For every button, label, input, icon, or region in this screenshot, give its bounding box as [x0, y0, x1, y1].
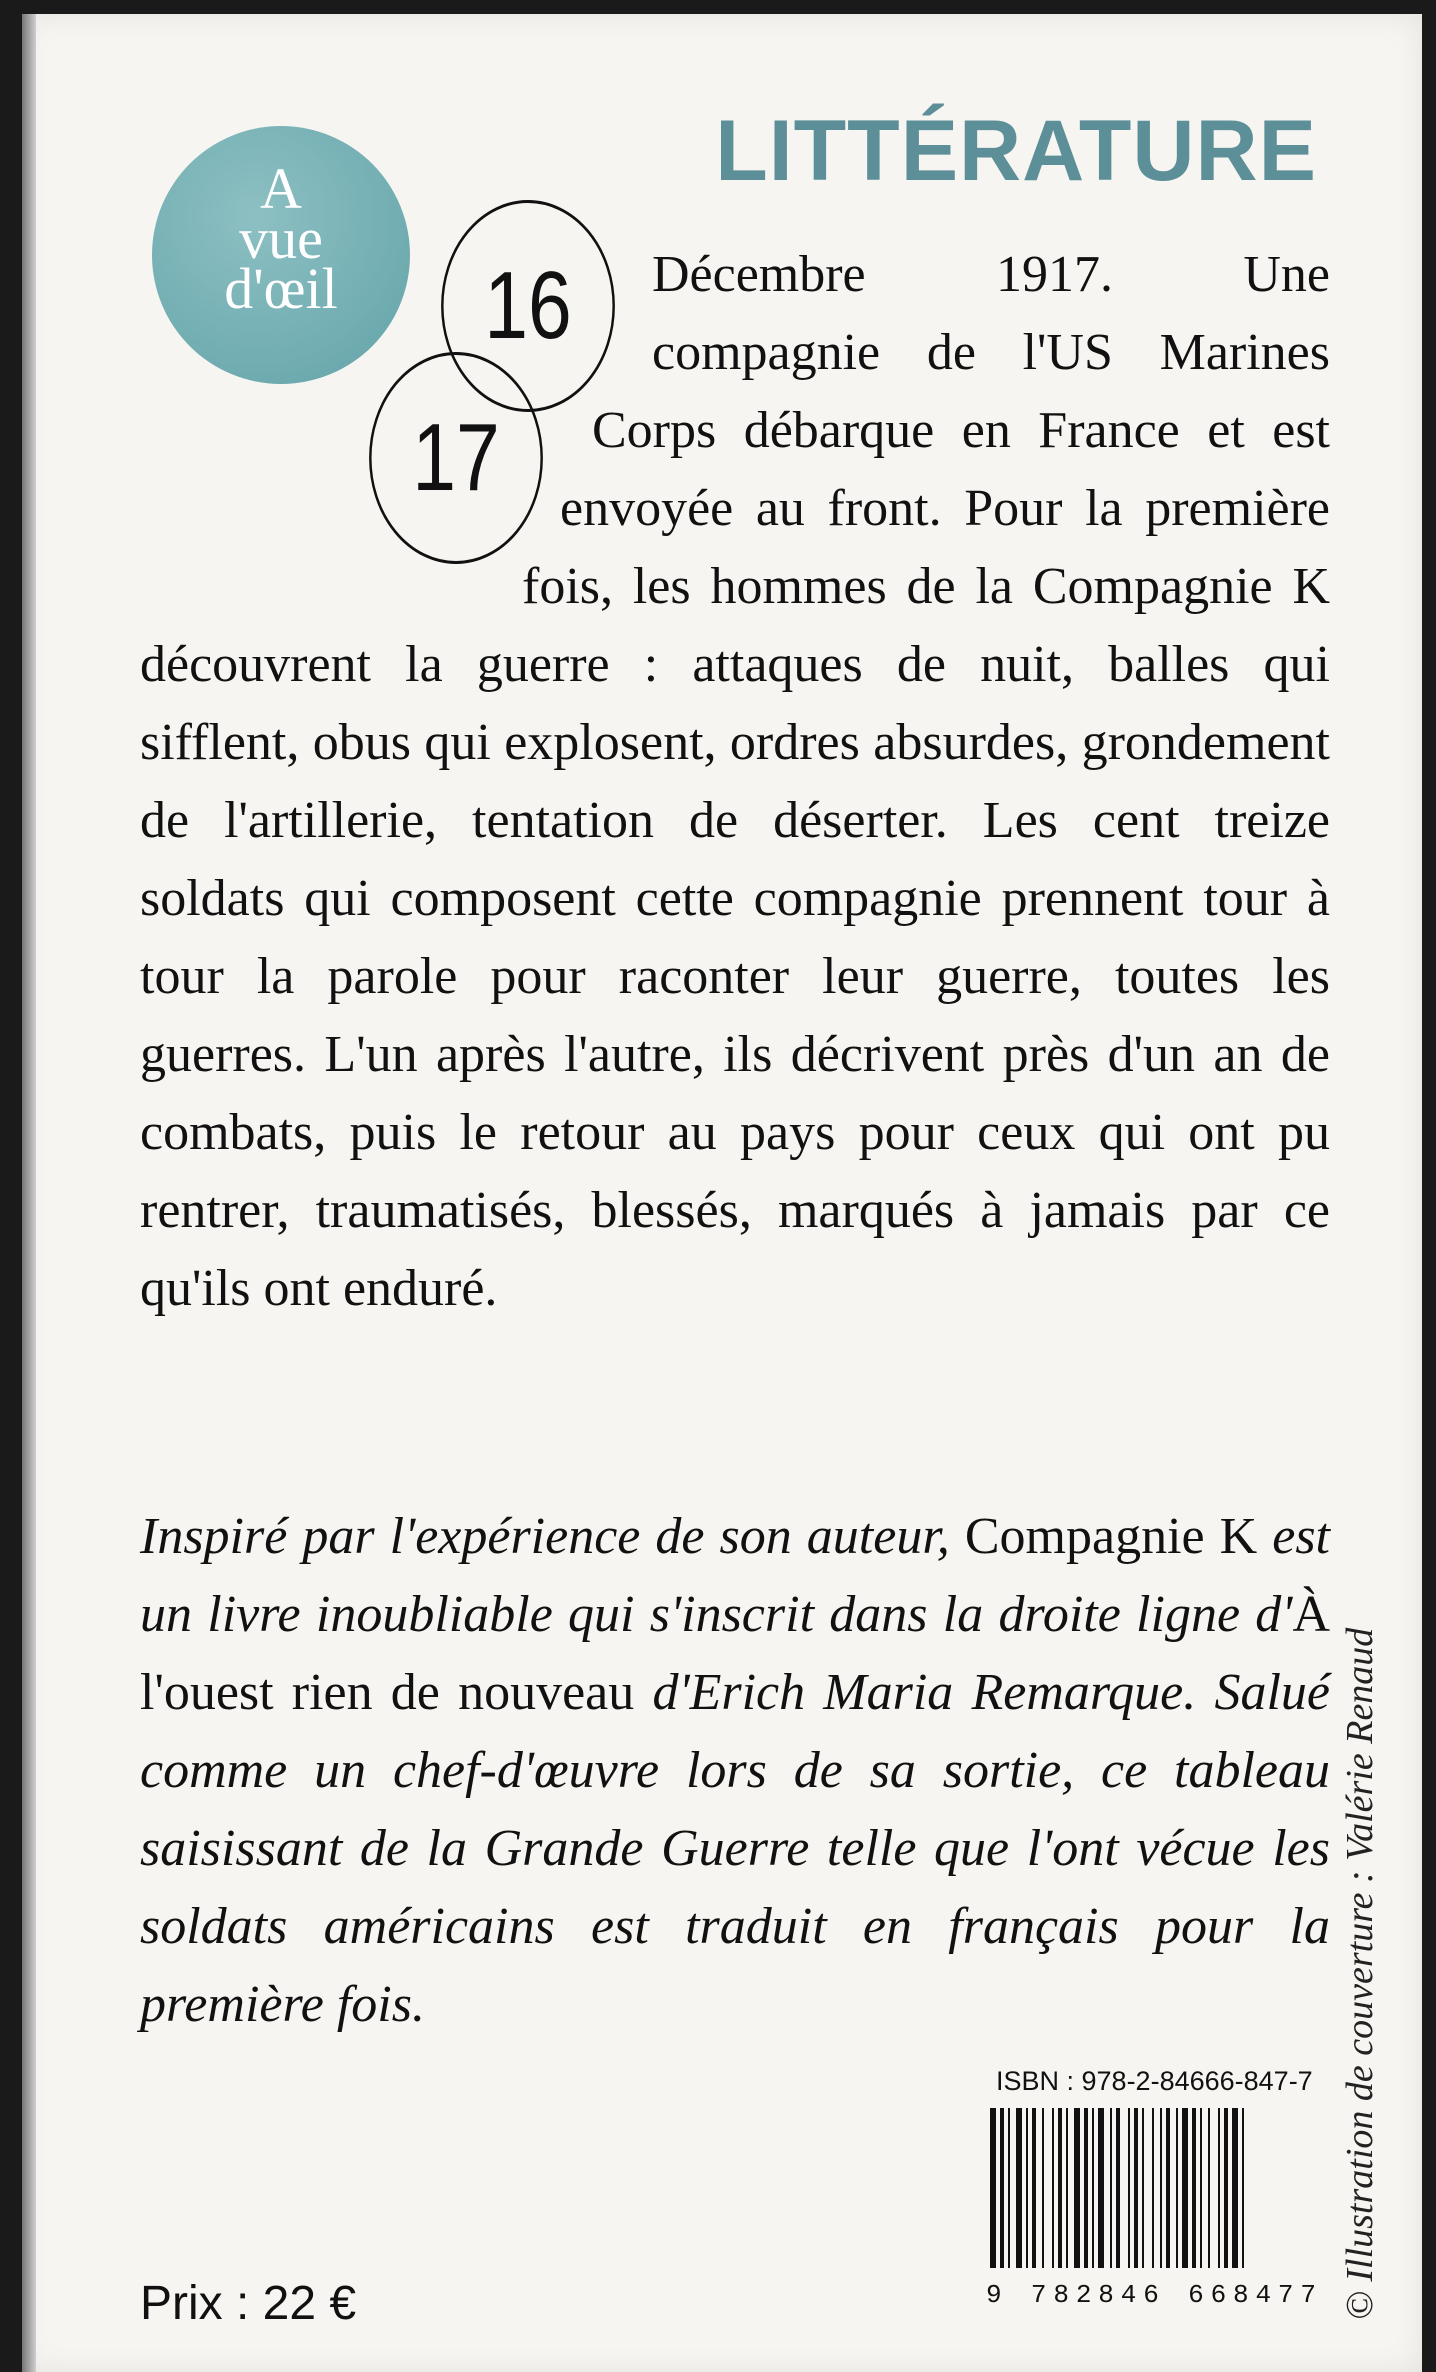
barcode-bar — [1016, 2108, 1022, 2268]
barcode-bar — [990, 2108, 996, 2268]
barcode — [986, 2106, 1326, 2306]
barcode-bar — [1116, 2108, 1120, 2268]
barcode-bar — [1208, 2108, 1210, 2268]
barcode-bar — [1084, 2108, 1088, 2268]
price-label: Prix : 22 € — [140, 2277, 357, 2330]
barcode-bar — [1058, 2108, 1062, 2268]
barcode-bar — [1232, 2108, 1238, 2268]
cover-illustration-credit — [1330, 1520, 1390, 2320]
barcode-bar — [1128, 2108, 1130, 2268]
credit-text: © Illustration de couverture : Valérie Renaud — [1339, 1627, 1381, 2320]
barcode-digits: 9 782846 668477 — [986, 2280, 1316, 2306]
summary-paragraph — [140, 236, 1330, 1328]
barcode-bar — [1142, 2108, 1144, 2268]
barcode-bar — [1176, 2108, 1178, 2268]
blurb-title-1: Compagnie K — [964, 1508, 1258, 1565]
barcode-bar — [1000, 2108, 1004, 2268]
circle-17-label: 17 — [412, 404, 500, 511]
barcode-bar — [1032, 2108, 1036, 2268]
barcode-bar — [1192, 2108, 1196, 2268]
badge-line-3: d'œil — [224, 256, 338, 321]
barcode-bar — [1042, 2108, 1044, 2268]
barcode-bar — [1152, 2108, 1154, 2268]
barcode-bar — [1008, 2108, 1010, 2268]
barcode-bar — [1074, 2108, 1080, 2268]
barcode-bar — [1160, 2108, 1162, 2268]
barcode-bar — [1200, 2108, 1202, 2268]
blurb-part-1: Inspiré par l'expérience de son auteur, — [140, 1508, 965, 1565]
barcode-bar — [1026, 2108, 1028, 2268]
summary-text: Décembre 1917. Une compagnie de l'US Marines Corps débarque en France et est envoyée au front. Pour la première fois, les hommes de la Compagnie K découvrent la guerre : attaques de nuit, balles qui sifflent, obus qui explosent, ordres absurdes, grondement de l'artillerie, tentation de déserter. Les cent treize soldats qui composent cette compagnie prennent tour à tour la parole pour raconter leur guerre, toutes les guerres. L'un après l'autre, ils décrivent près d'un an de combats, puis le retour au pays pour ceux qui ont pu rentrer, traumatisés, blessés, marqués à jamais par ce qu'ils ont enduré. — [140, 246, 1330, 1317]
barcode-bar — [1110, 2108, 1112, 2268]
category-heading: LITTÉRATURE — [715, 103, 1317, 199]
barcode-bar — [1224, 2108, 1228, 2268]
isbn-label: ISBN : 978-2-84666-847-7 — [996, 2066, 1313, 2096]
blurb-title-2: À l'ouest rien de nouveau — [140, 1586, 1330, 1721]
barcode-bar — [1134, 2108, 1138, 2268]
page-edge — [22, 14, 36, 2372]
badge-line-2: vue — [239, 206, 323, 271]
barcode-bar — [1066, 2108, 1068, 2268]
barcode-bars — [990, 2108, 1244, 2268]
barcode-bar — [1052, 2108, 1054, 2268]
book-back-cover — [22, 14, 1422, 2372]
barcode-bar — [1166, 2108, 1170, 2268]
blurb-paragraph — [140, 1498, 1330, 2044]
circle-16-label: 16 — [484, 252, 572, 359]
blurb-part-2: est un livre inoubliable qui s'inscrit dans la droite ligne d' — [140, 1508, 1331, 1643]
barcode-bar — [1242, 2108, 1244, 2268]
barcode-bar — [1098, 2108, 1104, 2268]
barcode-bar — [1218, 2108, 1220, 2268]
blurb-part-3: d'Erich Maria Remarque. Salué comme un chef-d'œuvre lors de sa sortie, ce tableau saisissant de la Grande Guerre telle que l'ont vécue les soldats américains est traduit en français pour la première fois. — [140, 1664, 1330, 2033]
barcode-bar — [1092, 2108, 1094, 2268]
badge-line-1: A — [260, 156, 302, 221]
barcode-bar — [1182, 2108, 1188, 2268]
